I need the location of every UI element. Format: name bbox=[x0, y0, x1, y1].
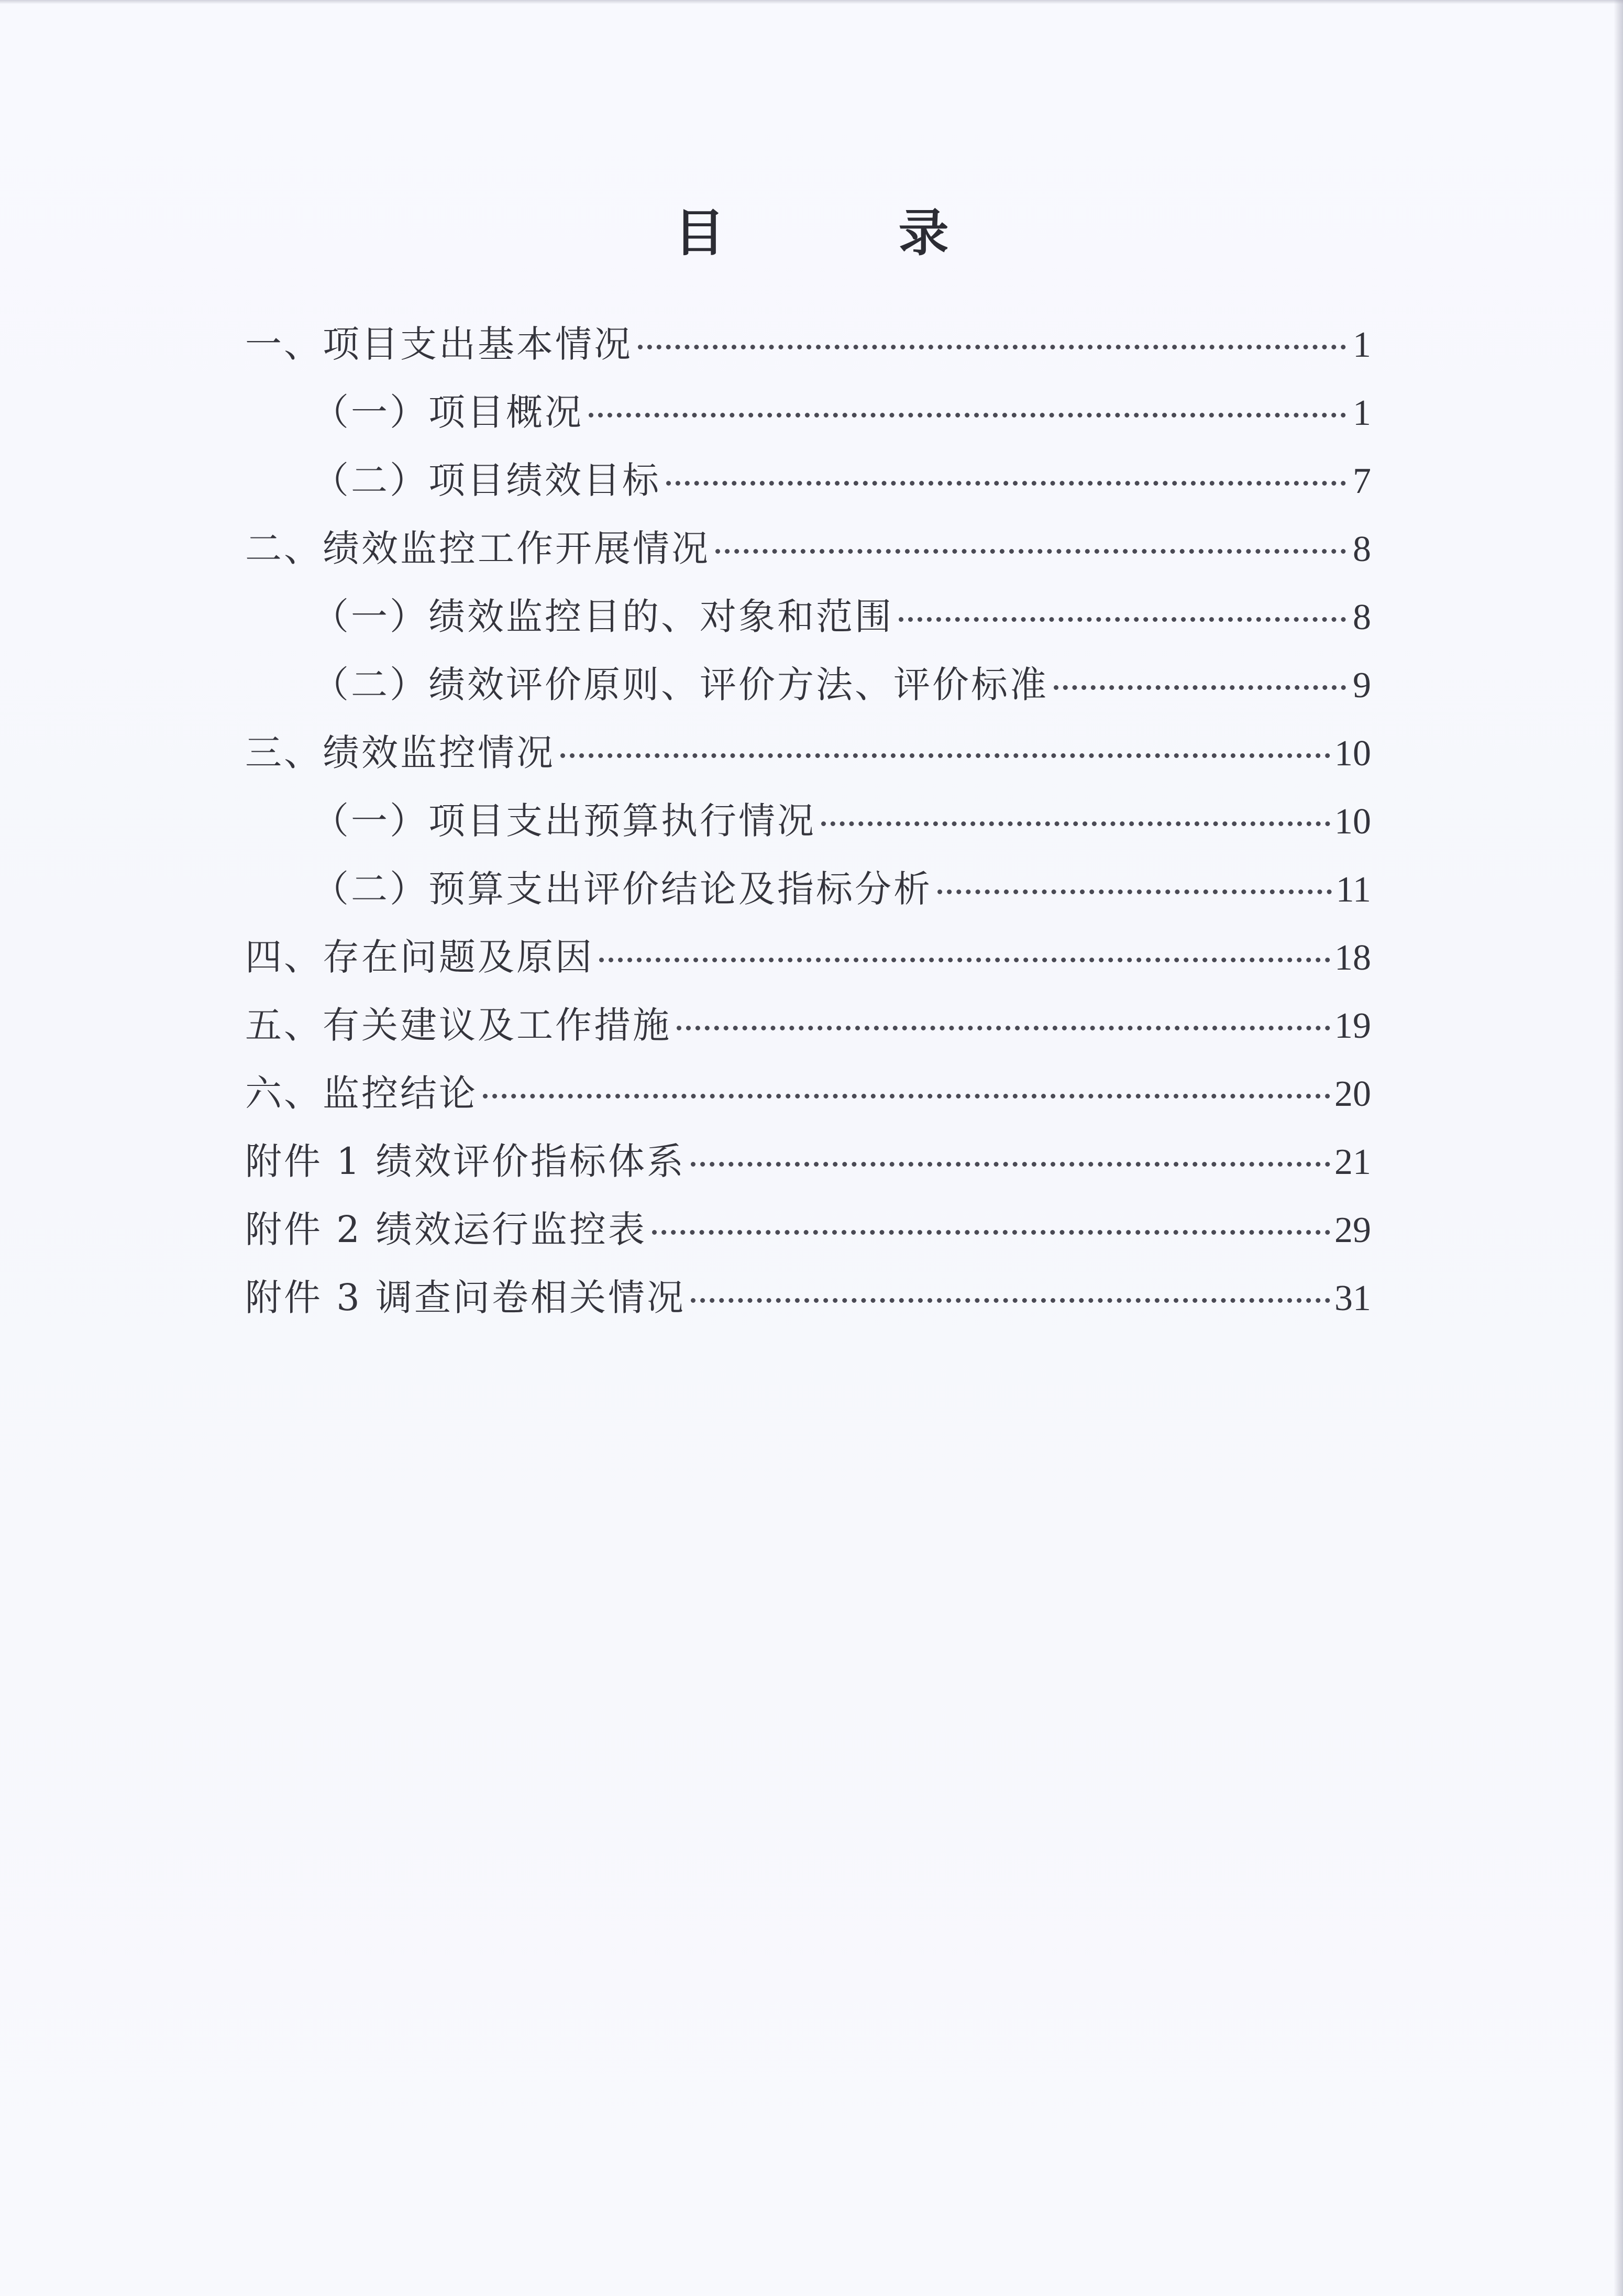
toc-entry-label: 一、项目支出基本情况 bbox=[245, 323, 633, 366]
toc-entry-2-1[interactable] bbox=[245, 583, 1371, 651]
toc-page-number: 11 bbox=[1335, 870, 1371, 910]
toc-entry-label: 六、监控结论 bbox=[245, 1072, 478, 1115]
toc-page-number: 7 bbox=[1353, 461, 1371, 501]
toc-page-number: 1 bbox=[1353, 393, 1371, 433]
toc-entry-label: （二）预算支出评价结论及指标分析 bbox=[312, 867, 932, 910]
toc-entry-3-1[interactable] bbox=[245, 787, 1371, 855]
toc-entry-label: 五、有关建议及工作措施 bbox=[245, 1004, 671, 1047]
toc-page-number: 19 bbox=[1334, 1006, 1371, 1046]
toc-dot-leader bbox=[560, 753, 1330, 758]
toc-entry-label: （二）绩效评价原则、评价方法、评价标准 bbox=[312, 663, 1048, 706]
toc-entry-1[interactable] bbox=[245, 310, 1371, 378]
toc-entry-label: （一）项目概况 bbox=[312, 391, 583, 434]
toc-dot-leader bbox=[937, 889, 1332, 894]
toc-entry-3[interactable] bbox=[245, 719, 1371, 787]
toc-page-number: 9 bbox=[1353, 665, 1371, 706]
toc-page-number: 29 bbox=[1334, 1210, 1371, 1250]
toc-entry-attachment-2[interactable] bbox=[245, 1195, 1371, 1264]
toc-dot-leader bbox=[589, 413, 1346, 418]
toc-entry-label: （二）项目绩效目标 bbox=[312, 459, 661, 502]
toc-entry-2[interactable] bbox=[245, 514, 1371, 583]
toc-dot-leader bbox=[638, 345, 1346, 349]
toc-dot-leader bbox=[899, 617, 1346, 622]
toc-dot-leader bbox=[821, 821, 1330, 826]
toc-dot-leader bbox=[652, 1230, 1330, 1235]
toc-page-number: 10 bbox=[1334, 801, 1371, 842]
toc-dot-leader bbox=[691, 1162, 1330, 1167]
toc-dot-leader bbox=[1054, 685, 1346, 690]
table-of-contents bbox=[245, 310, 1371, 1332]
toc-dot-leader bbox=[691, 1298, 1330, 1303]
page-title: 目 录 bbox=[674, 203, 1011, 262]
toc-entry-label: 四、存在问题及原因 bbox=[245, 936, 594, 979]
toc-dot-leader bbox=[599, 958, 1330, 962]
scan-edge-top bbox=[0, 0, 1623, 4]
toc-dot-leader bbox=[483, 1094, 1330, 1098]
toc-dot-leader bbox=[715, 549, 1346, 554]
toc-entry-label: 附件 2 绩效运行监控表 bbox=[245, 1208, 647, 1251]
toc-entry-label: （一）绩效监控目的、对象和范围 bbox=[312, 595, 893, 638]
toc-entry-label: 附件 1 绩效评价指标体系 bbox=[245, 1140, 686, 1183]
toc-page-number: 10 bbox=[1334, 733, 1371, 774]
toc-page-number: 1 bbox=[1353, 325, 1371, 365]
toc-entry-6[interactable] bbox=[245, 1059, 1371, 1127]
toc-entry-4[interactable] bbox=[245, 923, 1371, 991]
toc-entry-attachment-3[interactable] bbox=[245, 1264, 1371, 1332]
scan-edge-right bbox=[1614, 0, 1623, 2296]
toc-entry-label: （一）项目支出预算执行情况 bbox=[312, 799, 816, 842]
toc-dot-leader bbox=[677, 1026, 1330, 1030]
toc-entry-1-2[interactable] bbox=[245, 446, 1371, 514]
toc-entry-label: 二、绩效监控工作开展情况 bbox=[245, 527, 710, 570]
toc-page-number: 31 bbox=[1334, 1278, 1371, 1319]
toc-page-number: 8 bbox=[1353, 529, 1371, 569]
toc-entry-2-2[interactable] bbox=[245, 651, 1371, 719]
toc-entry-5[interactable] bbox=[245, 991, 1371, 1059]
toc-page-number: 18 bbox=[1334, 938, 1371, 978]
toc-dot-leader bbox=[666, 481, 1346, 486]
toc-entry-label: 三、绩效监控情况 bbox=[245, 731, 555, 774]
toc-entry-3-2[interactable] bbox=[245, 855, 1371, 923]
toc-page-number: 20 bbox=[1334, 1074, 1371, 1114]
toc-entry-1-1[interactable] bbox=[245, 378, 1371, 446]
toc-page-number: 21 bbox=[1334, 1142, 1371, 1182]
toc-page-number: 8 bbox=[1353, 597, 1371, 638]
toc-entry-label: 附件 3 调查问卷相关情况 bbox=[245, 1276, 686, 1319]
toc-entry-attachment-1[interactable] bbox=[245, 1127, 1371, 1195]
